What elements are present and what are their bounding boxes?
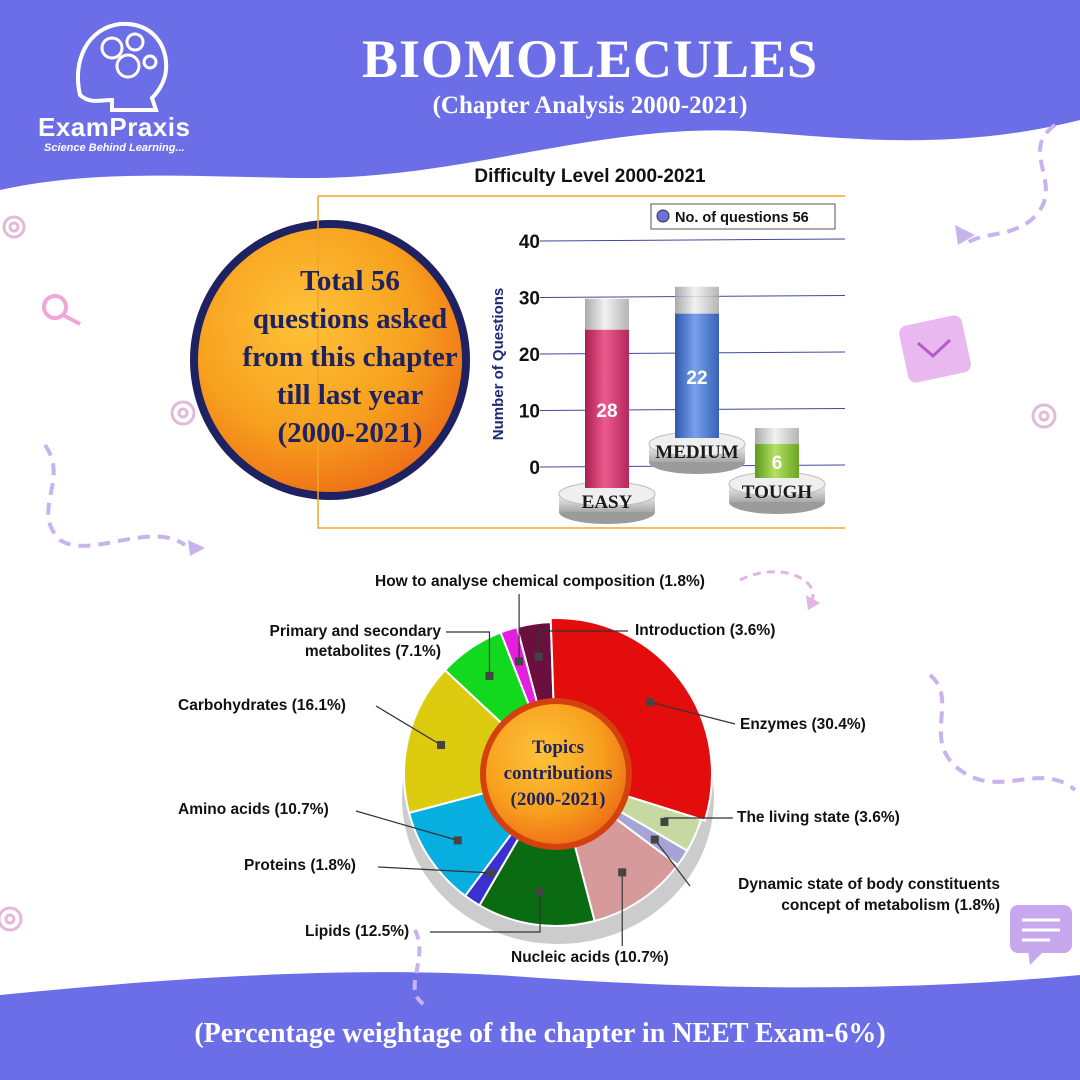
bar-y-tick-label: 10 <box>518 401 540 423</box>
bar-category-label: EASY <box>581 492 633 513</box>
pie-marker <box>651 836 659 844</box>
pie-marker <box>646 698 654 706</box>
pie-center-line: Topics <box>531 737 585 758</box>
pie-label-lipids: Lipids (12.5%) <box>305 923 410 940</box>
pie-marker <box>535 653 543 661</box>
pie-label-carbohydrates: Carbohydrates (16.1%) <box>178 697 346 714</box>
pie-marker <box>487 869 495 877</box>
pie-marker <box>437 741 445 749</box>
bar-y-tick-label: 40 <box>518 232 540 253</box>
pie-marker <box>515 657 523 665</box>
pie-marker <box>485 672 493 680</box>
brand-tagline: Science Behind Learning... <box>44 142 185 154</box>
pie-marker <box>660 818 668 826</box>
bar-value-label: 6 <box>771 453 783 475</box>
bar-y-axis-label: Number of Questions <box>490 287 507 441</box>
pie-marker <box>618 868 626 876</box>
page-subtitle: (Chapter Analysis 2000-2021) <box>432 92 748 119</box>
pie-center-label <box>488 735 628 813</box>
pie-label-introduction: Introduction (3.6%) <box>635 622 776 639</box>
bar-y-tick-label: 0 <box>529 458 540 479</box>
bar-category-label: TOUGH <box>741 482 813 503</box>
pie-label-proteins: Proteins (1.8%) <box>244 857 356 874</box>
summary-text <box>200 262 500 452</box>
summary-line: from this chapter <box>242 341 458 373</box>
summary-line: questions asked <box>252 303 448 335</box>
bar-y-tick-label: 20 <box>518 345 540 366</box>
bar-chart-title: Difficulty Level 2000-2021 <box>474 166 706 187</box>
summary-line: till last year <box>276 379 424 411</box>
pie-label-amino-acids: Amino acids (10.7%) <box>178 801 329 818</box>
summary-line: (2000-2021) <box>277 417 423 449</box>
brand-name: ExamPraxis <box>38 112 191 142</box>
bar-legend-text: No. of questions 56 <box>675 210 809 226</box>
pie-label-dynamic-state: Dynamic state of body constituents concept of metabolism (1.8%) <box>738 876 1000 914</box>
pie-center-line: (2000-2021) <box>510 789 606 810</box>
bar-value-label: 22 <box>686 367 708 389</box>
pie-label-living-state: The living state (3.6%) <box>737 809 900 826</box>
bar-y-tick-label: 30 <box>518 288 540 310</box>
bar-category-label: MEDIUM <box>655 442 739 463</box>
pie-center-line: contributions <box>503 763 613 784</box>
pie-label-how-to-analyse: How to analyse chemical composition (1.8%) <box>375 573 705 590</box>
pie-label-primary-secondary: Primary and secondary metabolites (7.1%) <box>269 623 441 660</box>
bar-value-label: 28 <box>596 400 618 422</box>
page-title: BIOMOLECULES <box>361 29 819 89</box>
pie-marker <box>536 887 544 895</box>
pie-label-enzymes: Enzymes (30.4%) <box>740 716 866 733</box>
pie-label-nucleic-acids: Nucleic acids (10.7%) <box>511 949 669 966</box>
footer-note: (Percentage weightage of the chapter in NEET Exam-6%) <box>194 1018 886 1049</box>
summary-line: Total 56 <box>300 265 400 297</box>
pie-marker <box>454 836 462 844</box>
